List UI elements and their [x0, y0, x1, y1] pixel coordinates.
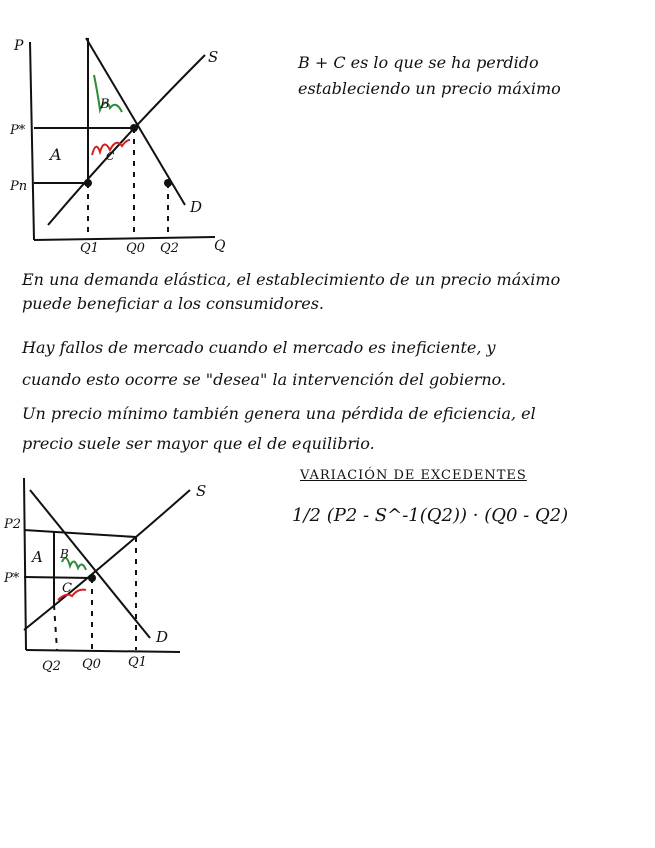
- graph1-supply-label: S: [208, 48, 219, 66]
- paragraph-line-4: cuando esto ocorre se "desea" la intervención del gobierno.: [22, 370, 507, 389]
- paragraph-line-5: Un precio mínimo también genera una pérdida de eficiencia, el: [22, 404, 536, 423]
- graph1-y-axis: [30, 42, 34, 240]
- graph2-demand-curve: [30, 490, 150, 638]
- bc-note-line-2: estableciendo un precio máximo: [298, 79, 561, 98]
- graph1-y-label: P: [14, 38, 24, 54]
- graph1-equilibrium-dot: [130, 124, 138, 132]
- graph1-area-b: B: [100, 97, 110, 112]
- graph2-y-axis: [24, 478, 26, 650]
- graph1-x-axis: [34, 237, 215, 240]
- graph2-q2-label: Q2: [42, 659, 61, 674]
- graph1-q2-label: Q2: [160, 241, 179, 256]
- graph2-x-axis: [26, 650, 180, 652]
- graph2-supply-label: S: [196, 482, 207, 500]
- graph1-q0-label: Q0: [126, 241, 145, 256]
- graph1-area-a: A: [50, 145, 62, 164]
- graph1-q1-label: Q1: [80, 241, 99, 256]
- graph2-q2-dash: [54, 605, 57, 650]
- graph2-area-a: A: [32, 548, 43, 566]
- graph2-equilibrium-dot: [88, 574, 96, 582]
- graph2-demand-label: D: [156, 628, 169, 646]
- graph2-p2-label: P2: [4, 517, 22, 532]
- graph1-demand-label: D: [190, 198, 203, 216]
- graph2-area-c: C: [62, 581, 72, 596]
- bc-note-line-1: B + C es lo que se ha perdido: [298, 53, 539, 72]
- graph1-x-label: Q: [214, 238, 226, 254]
- graph2-p2-line: [24, 530, 136, 537]
- graph1-area-c: C: [106, 150, 115, 163]
- graph2-q1-label: Q1: [128, 655, 147, 670]
- variation-title: VARIACIÓN DE EXCEDENTES: [300, 468, 527, 483]
- paragraph-line-6: precio suele ser mayor que el de equilibrio.: [22, 434, 375, 453]
- graph1-pn-demand-dot: [164, 179, 172, 187]
- paragraph-line-1: En una demanda elástica, el establecimiento de un precio máximo: [22, 270, 561, 289]
- graph2-p-star-label: P*: [4, 571, 20, 586]
- graph2-q0-label: Q0: [82, 657, 101, 672]
- graph1-p-star-label: P*: [10, 123, 26, 138]
- graph1-pn-label: Pn: [10, 179, 28, 194]
- paragraph-line-2: puede beneficiar a los consumidores.: [22, 294, 324, 313]
- graph1-pn-supply-dot: [84, 179, 92, 187]
- graph2-area-b: B: [60, 547, 69, 561]
- variation-formula: 1/2 (P2 - S^-1(Q2)) · (Q0 - Q2): [292, 505, 569, 526]
- bc-note: [298, 50, 561, 102]
- graph2-p-star-line: [24, 577, 92, 578]
- graph2-supply-curve: [24, 490, 190, 630]
- paragraph-line-3: Hay fallos de mercado cuando el mercado es ineficiente, y: [22, 338, 496, 357]
